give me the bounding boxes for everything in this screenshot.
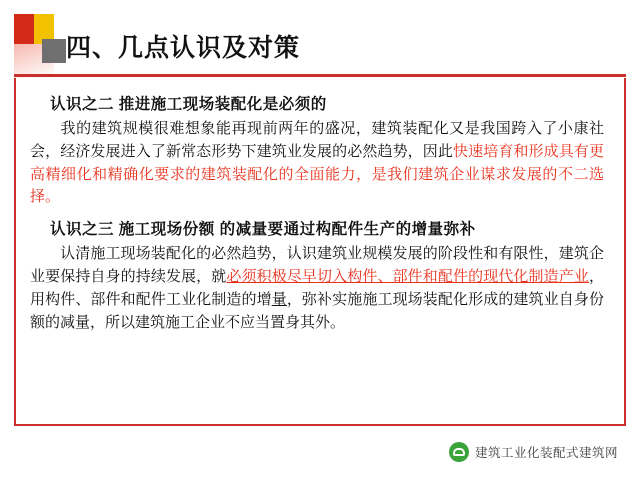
paragraph-2-part-5: ，弥补实施施工现场装配化形成的建筑业自身份额的减量，所以建筑施工企业不应当置身其外。 <box>30 290 604 331</box>
paragraph-2-part-2: 必须积极尽早切入构件、部件和配件的现代化制造产业 <box>226 267 589 285</box>
section-heading-1: 认识之二 推进施工现场装配化是必须的 <box>50 96 327 113</box>
helmet-icon <box>449 442 469 462</box>
watermark-label: 建筑工业化装配式建筑网 <box>474 446 618 460</box>
section-paragraph-2 <box>30 243 604 334</box>
paragraph-1-part-1: 我的建筑规模很难想象能再现前两年的盛况，建筑装配化又是我国跨入了小康社会，经济发展进入了新常态形势下建筑业发展的必然趋势，因此 <box>30 120 604 160</box>
slide-content <box>26 84 616 334</box>
deco-gray-block <box>42 39 66 63</box>
watermark <box>449 442 618 462</box>
paragraph-1-part-2: 快速培育和形成具有更高精细化和精确化要求的建筑装配化的全面能力，是我们建筑企业谋求发展的不二选择。 <box>30 142 604 206</box>
paragraph-2-part-4: 量 <box>271 290 287 308</box>
deco-red-block <box>14 14 34 44</box>
paragraph-2-part-1: 认清施工现场装配化的必然趋势，认识建筑业规模发展的阶段性和有限性，建筑企业要保持自身的持续发展，就 <box>30 245 604 285</box>
paragraph-2-part-3: ，用构件、部件和配件工业化制造的增 <box>30 267 604 308</box>
title-divider <box>14 74 626 77</box>
section-heading-2: 认识之三 施工现场份额 的减量要通过构配件生产的增量弥补 <box>50 221 476 239</box>
page-title: 四、几点认识及对策 <box>66 34 301 62</box>
footer <box>0 438 640 480</box>
section-paragraph-1 <box>30 118 604 209</box>
